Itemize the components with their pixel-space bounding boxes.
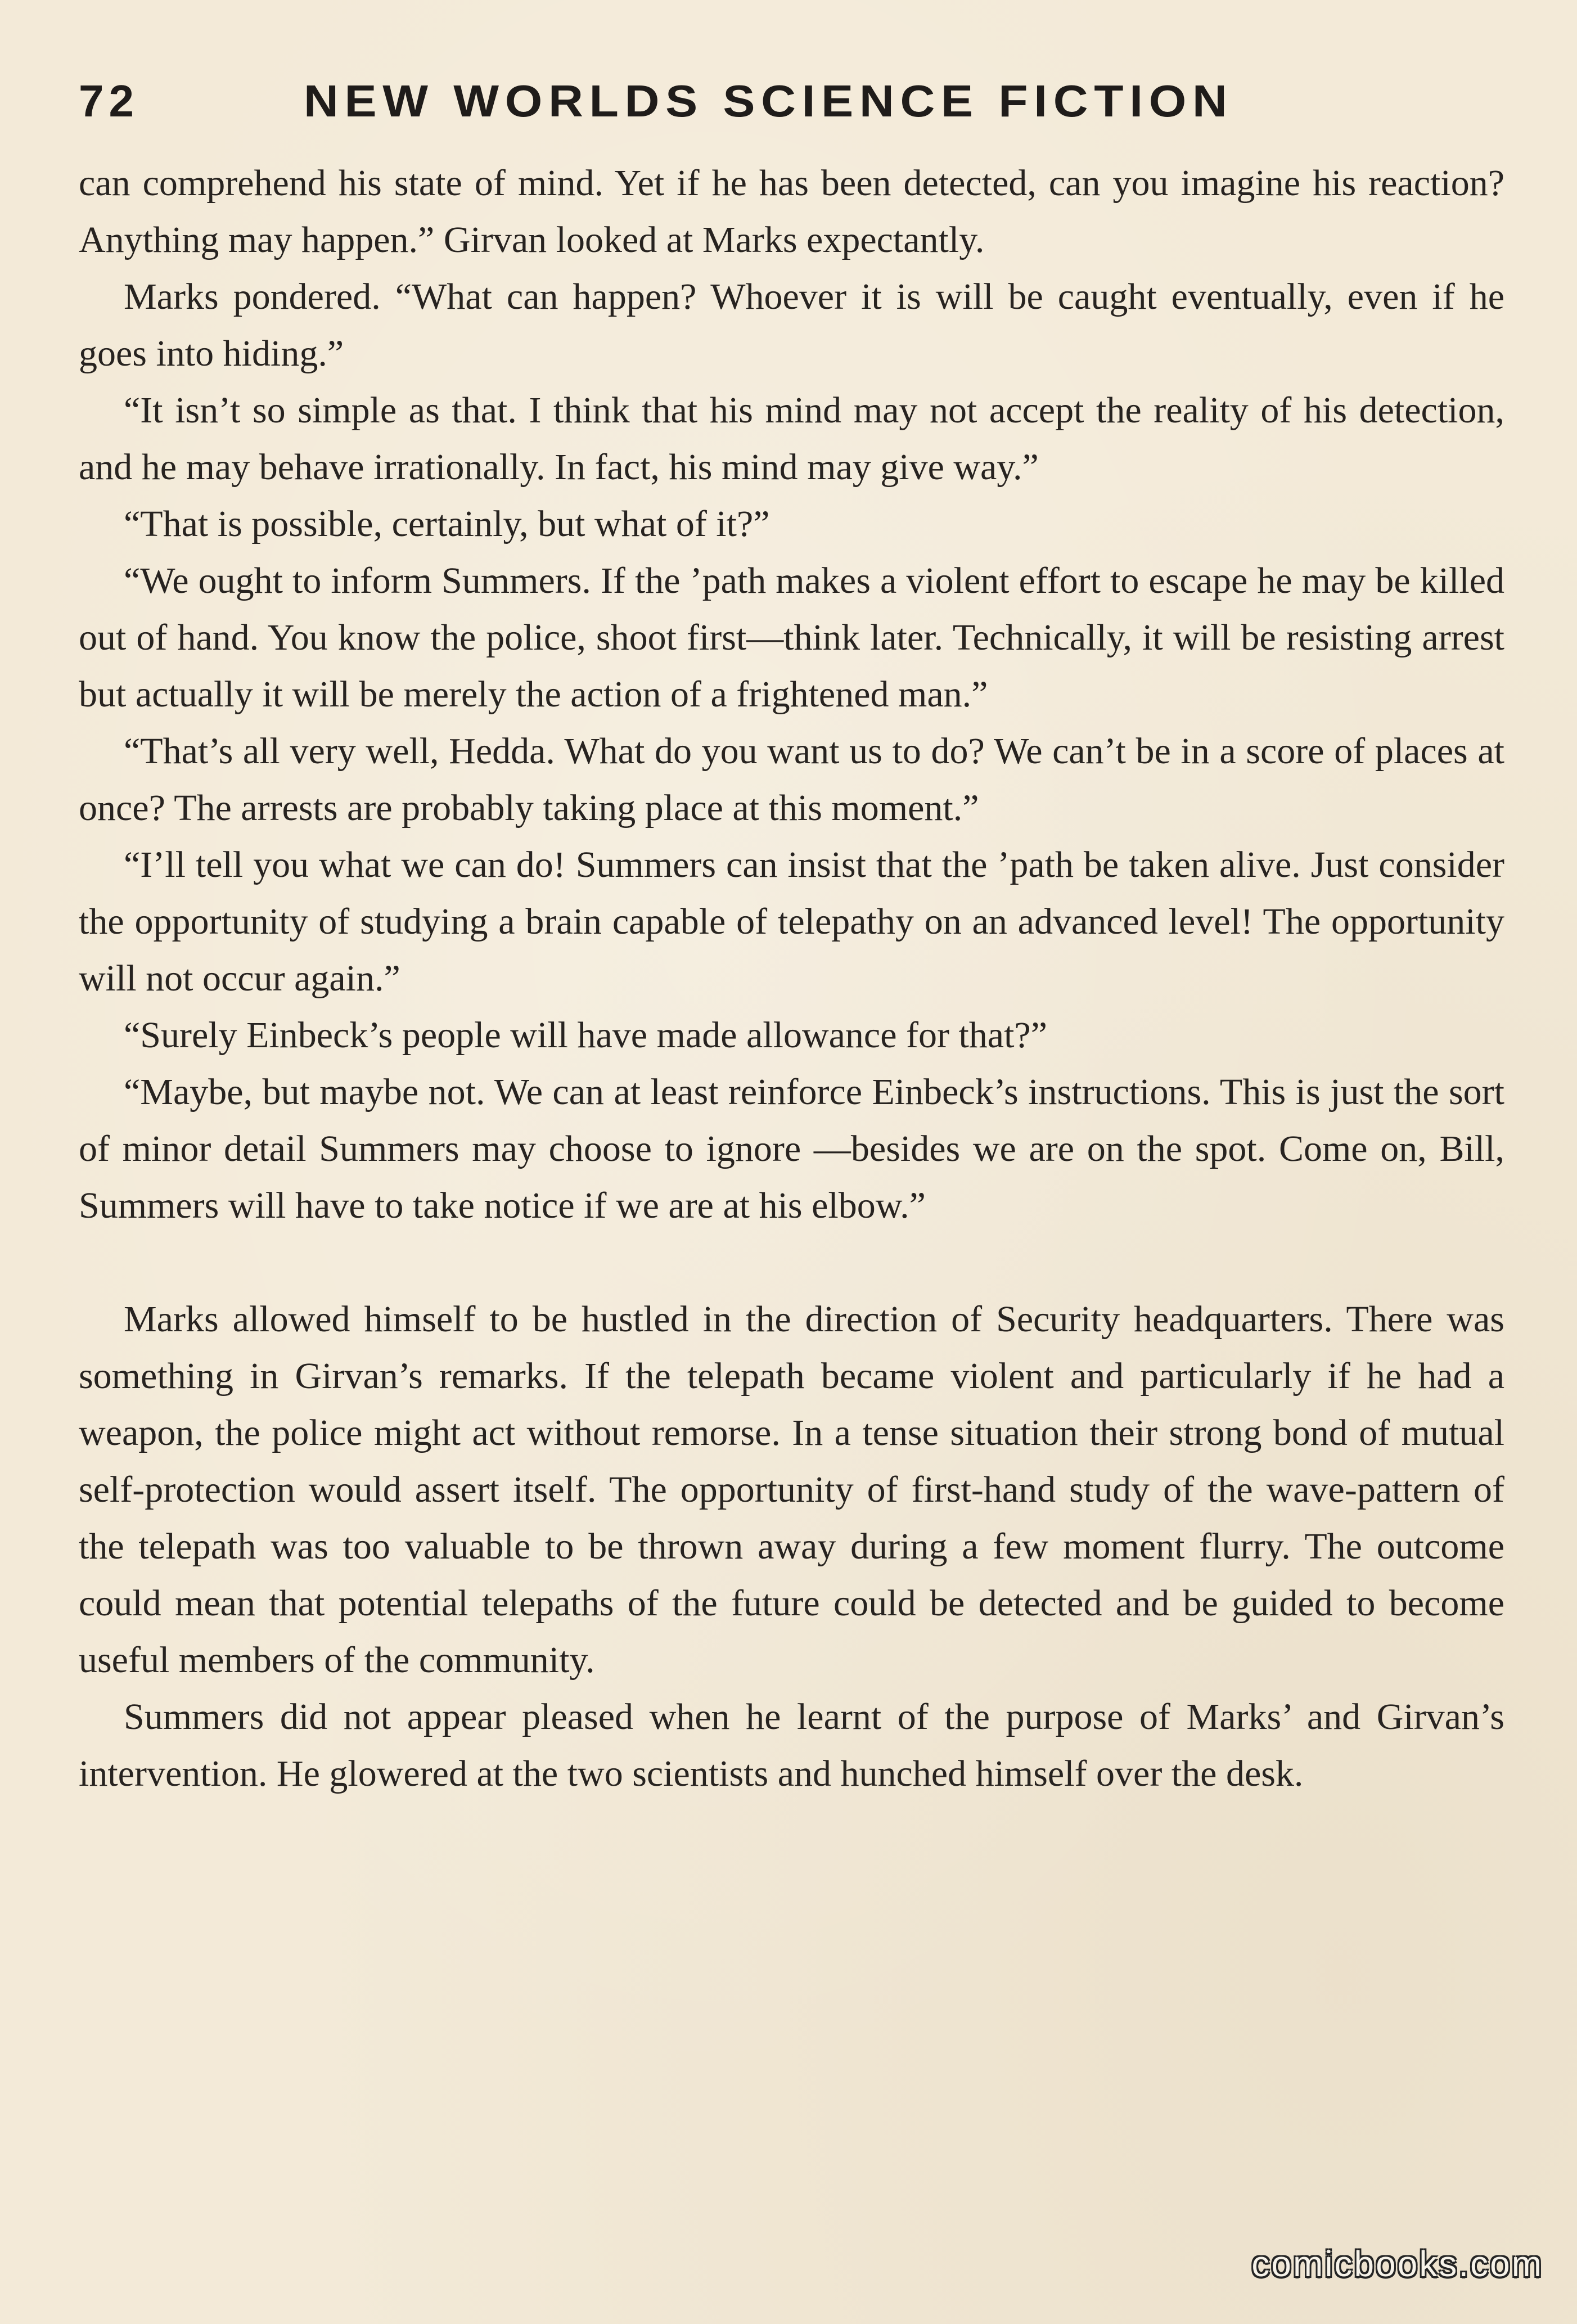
magazine-title: NEW WORLDS SCIENCE FICTION [304, 76, 1233, 126]
watermark-text: comicbooks.com [1251, 2244, 1543, 2284]
paragraph-inform-summers: “We ought to inform Summers. If the ’path makes a violent effort to escape he may be killed out of hand. You know the police, shoot first—think later. Technically, it will be resisting arrest but actually it will be merely the action of a frightened man.” [79, 560, 1504, 715]
paragraph-not-so-simple: “It isn’t so simple as that. I think that his mind may not accept the reality of his detection, and he may behave irrationally. In fact, his mind may give way.” [79, 390, 1504, 488]
paragraph-tell-you: “I’ll tell you what we can do! Summers can insist that the ’path be taken alive. Just consider the opportunity of studying a brain capable of telepathy on an advanced level! The opportunity will not occur again.” [79, 844, 1504, 999]
paragraph-marks-pondered: Marks pondered. “What can happen? Whoever it is will be caught eventually, even if he goes into hiding.” [79, 276, 1504, 374]
paragraph-einbecks-people: “Surely Einbeck’s people will have made allowance for that?” [124, 1015, 1048, 1056]
paragraph-continuation: can comprehend his state of mind. Yet if he has been detected, can you imagine his reaction? Anything may happen.” Girvan looked at Marks expectantly. [79, 163, 1504, 260]
page-number: 72 [79, 76, 139, 126]
paragraph-summers-not-pleased: Summers did not appear pleased when he learnt of the purpose of Marks’ and Girvan’s intervention. He glowered at the two scientists and hunched himself over the desk. [79, 1696, 1504, 1794]
paragraph-very-well-hedda: “That’s all very well, Hedda. What do you want us to do? We can’t be in a score of places at once? The arrests are probably taking place at this moment.” [79, 731, 1504, 828]
paragraph-security-headquarters: Marks allowed himself to be hustled in the direction of Security headquarters. There was something in Girvan’s remarks. If the telepath became violent and particularly if he had a weapon, the police might act without remorse. In a tense situation their strong bond of mutual self-protection would assert itself. The opportunity of first-hand study of the wave-pattern of the telepath was too valuable to be thrown away during a few moment flurry. The outcome could mean that potential telepaths of the future could be detected and be guided to become useful members of the community. [79, 1299, 1504, 1681]
story-text [79, 155, 1504, 1802]
paragraph-that-is-possible: “That is possible, certainly, but what of it?” [124, 503, 770, 544]
page-header [79, 76, 1233, 141]
paragraph-maybe-not: “Maybe, but maybe not. We can at least reinforce Einbeck’s instructions. This is just the sort of minor detail Summers may choose to ignore —besides we are on the spot. Come on, Bill, Summers will have to take notice if we are at his elbow.” [79, 1071, 1504, 1226]
